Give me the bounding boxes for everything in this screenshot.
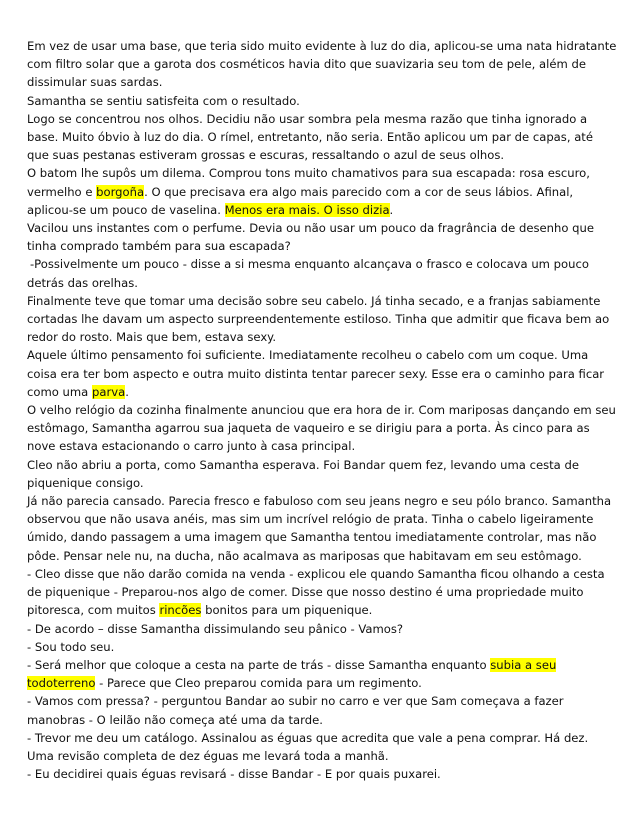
- text-run: Finalmente teve que tomar uma decisão sobre seu cabelo. Já tinha secado, e a franjas sabiamente cortadas lhe davam um aspecto surpreendentemente estiloso. Tinha que admitir que ficava bem ao redor do rosto. Mais que bem, estava sexy.: [27, 293, 610, 345]
- paragraph: [27, 219, 617, 255]
- text-run: Vacilou uns instantes com o perfume. Devia ou não usar um pouco da fragrância de desenho que tinha comprado também para sua escapada?: [27, 221, 594, 254]
- text-run: - Vamos com pressa? - perguntou Bandar ao subir no carro e ver que Sam começava a fazer manobras - O leilão não começa até uma da tarde.: [27, 694, 564, 727]
- text-run: O batom lhe supôs um dilema. Comprou tons muito chamativos para sua escapada: rosa escuro, vermelho e: [27, 166, 590, 199]
- text-run: Já não parecia cansado. Parecia fresco e fabuloso com seu jeans negro e seu pólo branco. Samantha observou que não usava anéis, mas sim um incrível relógio de prata. Tinha o cabelo ligeiramente úmido, dando passagem a uma imagem que Samantha tentou imediatamente controlar, mas não pôde. Pensar nele nu, na ducha, não acalmava as mariposas que habitavam em seu estômago.: [27, 494, 612, 563]
- paragraph: [27, 110, 617, 165]
- text-run: Cleo não abriu a porta, como Samantha esperava. Foi Bandar quem fez, levando uma cesta de piquenique consigo.: [27, 457, 579, 490]
- text-run: - De acordo – disse Samantha dissimulando seu pânico - Vamos?: [27, 621, 404, 636]
- text-run: - Sou todo seu.: [27, 639, 115, 654]
- paragraph: [27, 456, 617, 492]
- highlighted-text: rincões: [159, 603, 202, 618]
- text-run: Samantha se sentiu satisfeita com o resultado.: [27, 93, 300, 108]
- text-run: Em vez de usar uma base, que teria sido muito evidente à luz do dia, aplicou-se uma nata hidratante com filtro solar que a garota dos cosméticos havia dito que suavizaria seu tom de pele, além de dissimular suas sardas.: [27, 39, 617, 90]
- paragraph: [27, 692, 617, 728]
- highlighted-text: borgoña: [96, 184, 145, 199]
- text-run: Logo se concentrou nos olhos. Decidiu não usar sombra pela mesma razão que tinha ignorado a base. Muito óbvio à luz do dia. O rímel, entretanto, não seria. Então aplicou um par de capas, até que suas pestanas estiveram grossas e escuras, ressaltando o azul de seus olhos.: [27, 111, 593, 163]
- paragraph: [27, 292, 617, 347]
- paragraph: [27, 765, 617, 783]
- paragraph: [27, 656, 617, 692]
- text-run: - Eu decidirei quais éguas revisará - disse Bandar - E por quais puxarei.: [27, 767, 441, 782]
- highlighted-text: parva: [91, 384, 126, 399]
- paragraph: [27, 346, 617, 401]
- paragraph: [27, 164, 617, 219]
- paragraph: [27, 492, 617, 565]
- document-page: [27, 37, 617, 783]
- paragraph: [27, 37, 617, 92]
- text-run: O velho relógio da cozinha finalmente anunciou que era hora de ir. Com mariposas dançando em seu estômago, Samantha agarrou sua jaqueta de vaqueiro e se dirigiu para a porta. Às cinco para as nove estava estacionando o carro junto à casa principal.: [27, 403, 616, 454]
- highlighted-text: subia a seu todoterreno: [27, 657, 557, 691]
- text-run: Aquele último pensamento foi suficiente. Imediatamente recolheu o cabelo com um coque. Uma coisa era ter bom aspecto e outra muito distinta tentar parecer sexy. Esse era o caminho para ficar como uma: [27, 348, 605, 399]
- paragraph: [27, 638, 617, 656]
- paragraph: [27, 401, 617, 456]
- paragraph: [27, 255, 617, 291]
- paragraph: [27, 565, 617, 620]
- text-run: - Trevor me deu um catálogo. Assinalou as éguas que acredita que vale a pena comprar. Há dez. Uma revisão completa de dez éguas me levará toda a manhã.: [27, 730, 589, 763]
- text-run: . O que precisava era algo mais parecido com a cor de seus lábios. Afinal, aplicou-se um pouco de vaselina.: [27, 184, 574, 217]
- text-run: - Será melhor que coloque a cesta na parte de trás - disse Samantha enquanto: [27, 657, 491, 672]
- paragraph: [27, 620, 617, 638]
- paragraph: [27, 92, 617, 110]
- text-run: .: [125, 384, 129, 399]
- text-run: bonitos para um piquenique.: [201, 603, 373, 618]
- text-run: .: [389, 202, 394, 217]
- text-run: - Cleo disse que não darão comida na venda - explicou ele quando Samantha ficou olhando a cesta de piquenique - Preparou-nos algo de comer. Disse que nosso destino é uma propriedade muito pitoresca, com muitos: [27, 566, 605, 618]
- text-run: -Possivelmente um pouco - disse a si mesma enquanto alcançava o frasco e colocava um pouco detrás das orelhas.: [27, 257, 589, 290]
- highlighted-text: Menos era mais. O isso dizia: [224, 202, 390, 217]
- paragraph: [27, 729, 617, 765]
- text-run: - Parece que Cleo preparou comida para um regimento.: [95, 676, 422, 691]
